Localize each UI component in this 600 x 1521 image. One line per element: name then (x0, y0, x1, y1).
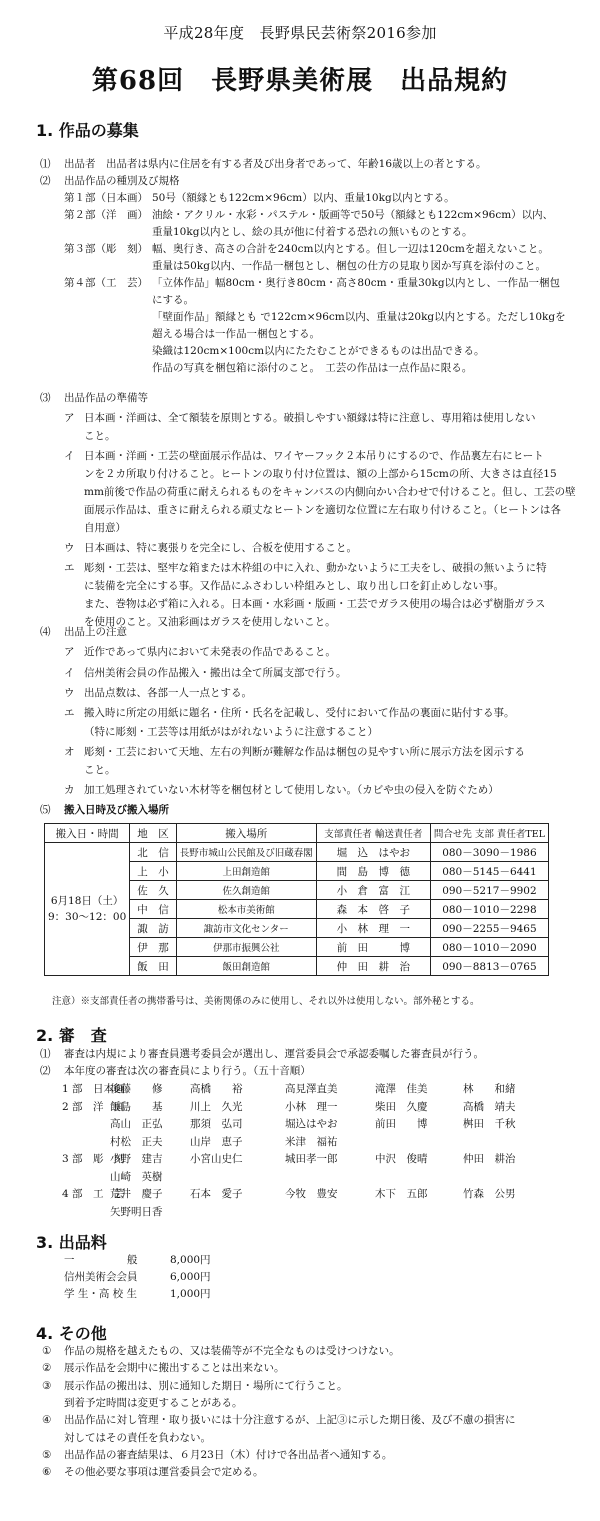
category-rule-line: 作品の写真を梱包箱に添付のこと。 工芸の作品は一点作品に限る。 (152, 362, 473, 374)
judge-name: 小宮山史仁 (190, 1153, 243, 1165)
block-heading: 出品作品の準備等 (64, 392, 148, 404)
col-place: 搬入場所 (176, 824, 316, 843)
item-number: ④ (42, 1414, 52, 1427)
item-line: 出品点数は、各部一人一点とする。 (84, 686, 252, 699)
judge-name: 高橋 靖夫 (463, 1100, 516, 1113)
tel-cell: 080－1010－2298 (430, 900, 548, 919)
area-cell: 北 信 (130, 843, 176, 862)
fee-label: 信州美術会会員 (64, 1271, 138, 1283)
category-rule-line: 「立体作品」幅80cm・奥行き80cm・高さ80cm・重量30kg以内とし、一作品一梱包 (152, 277, 561, 289)
judge-name: 中沢 俊晴 (375, 1153, 428, 1165)
judge-name: 今牧 豊安 (285, 1188, 338, 1200)
place-cell: 伊那市振興公社 (176, 938, 316, 957)
judge-dept: 1 部 日本画 (62, 1083, 125, 1095)
item-line: また、巻物は必ず箱に入れる。日本画・水彩画・版画・工芸でガラス使用の場合は必ず樹脂ガラス (84, 598, 546, 610)
judge-name: 小林 理一 (285, 1100, 338, 1113)
schedule-heading: 搬入日時及び搬入場所 (64, 804, 169, 816)
judge-name: 前田 博 (375, 1118, 428, 1130)
item-line: 日本画・洋画は、全て額装を原則とする。破損しやすい額縁は特に注意し、専用箱は使用しない (84, 412, 536, 424)
date-time-cell (45, 843, 130, 976)
area-cell: 諏 訪 (130, 919, 176, 938)
item-line: 信州美術会員の作品搬入・搬出は全て所属支部で行う。 (84, 666, 347, 679)
judge-name: 高山 正弘 (110, 1118, 163, 1130)
fee-amount: 6,000円 (170, 1271, 211, 1283)
item-line: 彫刻・工芸において天地、左右の判断が難解な作品は梱包の見やすい所に展示方法を図示する (84, 745, 525, 758)
judge-name: 矢野明日香 (110, 1205, 163, 1218)
place-cell: 飯田創造館 (176, 957, 316, 976)
item-line: 自用意） (84, 522, 126, 534)
judge-dept: 2 部 洋 画 (62, 1100, 125, 1113)
judge-row (0, 1081, 600, 1098)
item-number: ⑵ (40, 175, 51, 187)
judge-name: 高橋 裕 (190, 1083, 243, 1095)
item-line: （特に彫刻・工芸等は用紙がはがれないように注意すること） (84, 725, 378, 738)
judge-name: 米津 福祐 (285, 1135, 338, 1148)
schedule-header-row (45, 824, 549, 843)
tel-cell: 090－8813－0765 (430, 957, 548, 976)
item-line: mm前後で作品の荷重に耐えられるものをキャンバスの内側向かい合わせで付けること。但し、工芸の壁 (84, 486, 576, 498)
item-line: こと。 (84, 430, 116, 442)
tel-cell: 090－2255－9465 (430, 919, 548, 938)
judge-name: 川上 久光 (190, 1100, 243, 1113)
col-area: 地 区 (130, 824, 176, 843)
item-line: 面展示作品は、重さに耐えられる頑丈なヒートンを適切な位置に左右取り付けること。（ヒートンは各 (84, 504, 561, 516)
category-rule-line: 重量10kg以内とし、絵の具が他に付着する恐れの無いものとする。 (152, 226, 473, 238)
category-rule-line: 染織は120cm×100cm以内にたたむことができるものは出品できる。 (152, 345, 485, 357)
judge-name: 山崎 英樹 (110, 1170, 163, 1183)
item-marker: ウ (64, 542, 75, 554)
person-cell: 前 田 博 (316, 938, 430, 957)
block-heading: 出品上の注意 (64, 626, 127, 638)
judge-name: 飯島 基 (110, 1100, 163, 1113)
fee-label: 一 般 (64, 1254, 138, 1266)
item-line: 彫刻・工芸は、堅牢な箱または木枠組の中に入れ、動かないように工夫をし、破損の無いように特 (84, 562, 547, 574)
item-line: に装備を完全にする事。又作品にふさわしい枠組みとし、取り出し口を釘止めしない事。 (84, 580, 504, 592)
person-cell: 堀 込 はやお (316, 843, 430, 862)
item-marker: オ (64, 745, 75, 758)
date-text: 6月18日（土） (50, 895, 124, 907)
item-line: 作品の規格を越えたもの、又は装備等が不完全なものは受けつけない。 (64, 1345, 400, 1357)
col-date-time: 搬入日・時間 (45, 824, 130, 843)
judge-row (0, 1099, 600, 1116)
item-line: 加工処理されていない木材等を梱包材として使用しない。（カビや虫の侵入を防ぐため） (84, 784, 499, 797)
item-number: ① (42, 1345, 52, 1357)
schedule-number: ⑸ (40, 804, 51, 816)
judge-name: 桝田 千秋 (463, 1118, 516, 1130)
item-line: を使用のこと。又油彩画はガラスを使用しないこと。 (84, 616, 336, 628)
item-line: その他必要な事項は運営委員会で定める。 (64, 1466, 264, 1479)
judge-dept: 4 部 工 芸 (62, 1188, 125, 1200)
judge-name: 林 和緒 (463, 1083, 516, 1095)
fee-label: 学 生・高 校 生 (64, 1288, 138, 1300)
item-number: ⑵ (40, 1065, 51, 1077)
item-line: 展示作品を会期中に搬出することは出来ない。 (64, 1362, 285, 1375)
place-cell: 佐久創造館 (176, 881, 316, 900)
judge-name: 後藤 修 (110, 1083, 163, 1095)
fee-amount: 8,000円 (170, 1254, 211, 1266)
section-1-heading: 1. 作品の募集 (36, 121, 139, 140)
item-marker: エ (64, 562, 75, 574)
item-line: 出品作品に対し管理・取り扱いには十分注意するが、上記③に示した期日後、及び不慮の損害に (64, 1414, 516, 1427)
judge-name: 山岸 恵子 (190, 1135, 243, 1148)
col-person: 支部責任者 輸送責任者 (316, 824, 430, 843)
item-text: 出品者 出品者は県内に住居を有する者及び出身者であって、年齢16歳以上の者とする。 (64, 158, 487, 170)
section-4-heading: 4. その他 (36, 1324, 107, 1343)
block-number: ⑶ (40, 392, 51, 404)
time-text: 9：30〜12：00 (48, 911, 127, 923)
judge-row (0, 1151, 600, 1168)
section-3-heading: 3. 出品料 (36, 1233, 107, 1252)
judge-dept: 3 部 彫 刻 (62, 1153, 125, 1165)
judge-name: 石本 愛子 (190, 1188, 243, 1200)
item-number: ⑤ (42, 1448, 52, 1461)
category-label: 第３部（彫 刻） (64, 243, 148, 255)
judge-name: 城田孝一郎 (285, 1153, 338, 1165)
col-tel: 問合せ先 支部 責任者TEL (430, 824, 548, 843)
item-line: 日本画は、特に裏張りを完全にし、合板を使用すること。 (84, 542, 357, 554)
item-marker: ア (64, 646, 75, 659)
judge-row (0, 1116, 600, 1133)
person-cell: 間 島 博 德 (316, 862, 430, 881)
judge-name: 高見澤直美 (285, 1083, 338, 1095)
table-row (45, 843, 549, 862)
judge-name: 堀込はやお (285, 1118, 338, 1130)
schedule-table (44, 823, 549, 976)
category-rule-line: 超える場合は一作品一梱包とする。 (152, 328, 320, 340)
item-number: ③ (42, 1379, 52, 1392)
person-cell: 小 林 理 一 (316, 919, 430, 938)
category-rule-line: 50号（額縁とも122cm×96cm）以内、重量10kg以内とする。 (152, 192, 455, 204)
area-cell: 佐 久 (130, 881, 176, 900)
place-cell: 長野市城山公民館及び旧蔵春閣 (176, 843, 316, 862)
item-line: 日本画・洋画・工芸の壁面展示作品は、ワイヤーフック２本吊りにするので、作品裏左右にヒート (84, 450, 544, 462)
judge-name: 木下 五郎 (375, 1188, 428, 1200)
item-line: 搬入時に所定の用紙に題名・住所・氏名を記載し、受付において作品の裏面に貼付する事。 (84, 707, 515, 720)
section-2-heading: 2. 審 査 (36, 1026, 107, 1045)
judge-row (0, 1134, 600, 1151)
item-line: 到着予定時間は変更することがある。 (64, 1396, 243, 1409)
judge-name: 荒井 慶子 (110, 1188, 163, 1200)
event-subtitle: 平成28年度 長野県民芸術祭2016参加 (163, 24, 437, 42)
category-rule-line: 油絵・アクリル・水彩・パステル・版画等で50号（額縁とも122cm×96cm）以内、 (152, 209, 554, 221)
person-cell: 森 本 啓 子 (316, 900, 430, 919)
tel-cell: 080－3090－1986 (430, 843, 548, 862)
item-marker: イ (64, 666, 75, 679)
area-cell: 伊 那 (130, 938, 176, 957)
category-rule-line: にする。 (152, 294, 194, 306)
category-label: 第１部（日本画） (64, 192, 148, 204)
place-cell: 上田創造館 (176, 862, 316, 881)
page-title: 第68回 長野県美術展 出品規約 (91, 66, 509, 96)
block-number: ⑷ (40, 626, 51, 638)
item-text: 出品作品の種別及び規格 (64, 175, 180, 187)
tel-cell: 080－5145－6441 (430, 862, 548, 881)
item-marker: カ (64, 784, 75, 797)
item-line: ンを２カ所取り付けること。ヒートンの取り付け位置は、額の上部から15cmの所、大きさは直径15 (84, 468, 557, 480)
category-rule-line: 「壁面作品」額縁とも で122cm×96cm以内、重量は20kg以内とする。ただし10kgを (152, 311, 566, 323)
tel-cell: 090－5217－9902 (430, 881, 548, 900)
judge-name: 柴田 久慶 (375, 1100, 428, 1113)
item-marker: エ (64, 707, 75, 720)
item-marker: ウ (64, 686, 75, 699)
category-rule-line: 重量は50kg以内、一作品一梱包とし、梱包の仕方の見取り図か写真を添付のこと。 (152, 260, 546, 272)
judge-name: 滝澤 佳美 (375, 1083, 428, 1095)
item-line: 出品作品の審査結果は、６月23日（木）付けで各出品者へ通知する。 (64, 1448, 393, 1461)
item-line: こと。 (84, 764, 116, 777)
place-cell: 諏訪市文化センター (176, 919, 316, 938)
fee-amount: 1,000円 (170, 1288, 211, 1300)
place-cell: 松本市美術館 (176, 900, 316, 919)
tel-cell: 080－1010－2090 (430, 938, 548, 957)
judge-name: 那須 弘司 (190, 1118, 243, 1130)
category-label: 第４部（工 芸） (64, 277, 148, 289)
judge-name: 村松 正夫 (110, 1135, 163, 1148)
area-cell: 上 小 (130, 862, 176, 881)
judge-name: 小野 建吉 (110, 1153, 163, 1165)
judge-row (0, 1186, 600, 1203)
category-rule-line: 幅、奥行き、高さの合計を240cm以内とする。但し一辺は120cmを超えないこと。 (152, 243, 549, 255)
item-number: ② (42, 1362, 52, 1375)
person-cell: 小 倉 富 江 (316, 881, 430, 900)
judge-row (0, 1204, 600, 1221)
category-label: 第２部（洋 画） (64, 209, 148, 221)
schedule-footnote: 注意）※支部責任者の携帯番号は、美術関係のみに使用し、それ以外は使用しない。部外秘とする。 (52, 996, 480, 1007)
judge-name: 仲田 耕治 (463, 1153, 516, 1165)
judge-row (0, 1169, 600, 1186)
item-line: 展示作品の搬出は、別に通知した期日・場所にて行うこと。 (64, 1379, 348, 1392)
person-cell: 仲 田 耕 治 (316, 957, 430, 976)
item-text: 本年度の審査は次の審査員により行う。（五十音順） (64, 1065, 311, 1077)
item-number: ⑴ (40, 1048, 51, 1060)
item-number: ⑥ (42, 1466, 52, 1479)
area-cell: 中 信 (130, 900, 176, 919)
item-line: 近作であって県内において未発表の作品であること。 (84, 646, 336, 659)
item-text: 審査は内規により審査員選考委員会が選出し、運営委員会で承認委嘱した審査員が行う。 (64, 1048, 484, 1060)
item-line: 対してはその責任を負わない。 (64, 1431, 211, 1444)
item-marker: イ (64, 450, 75, 462)
item-number: ⑴ (40, 158, 51, 170)
judge-name: 竹森 公男 (463, 1188, 516, 1200)
area-cell: 飯 田 (130, 957, 176, 976)
item-marker: ア (64, 412, 75, 424)
